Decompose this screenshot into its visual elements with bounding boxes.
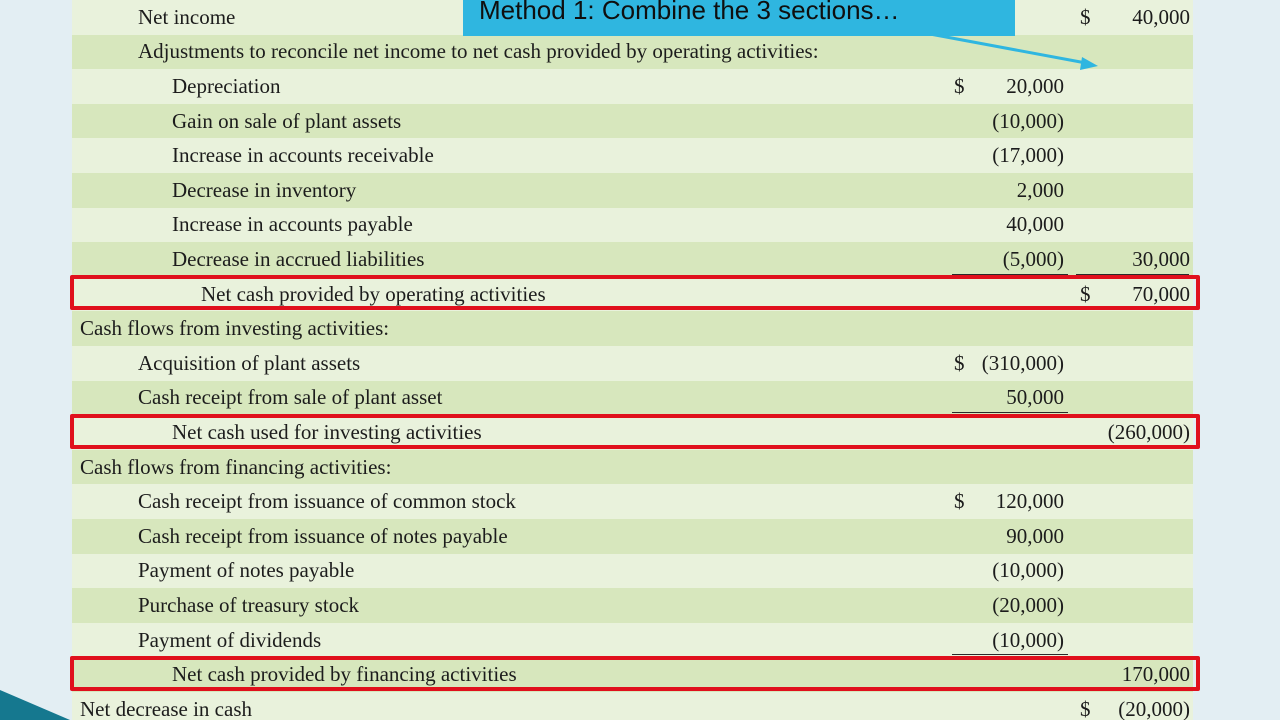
amount-col-1: $ 20,000 — [954, 73, 1064, 98]
amount-col-2 — [1072, 588, 1193, 623]
row-label: Net decrease in cash — [80, 696, 252, 720]
row-label: Net income — [138, 4, 236, 29]
amount-col-2 — [1072, 484, 1193, 519]
amount-col-2 — [1072, 208, 1193, 243]
row-label: Payment of notes payable — [138, 558, 355, 583]
amount-col-2 — [1072, 450, 1193, 485]
row-common-stock — [72, 484, 1193, 519]
amount-col-2: $ 40,000 — [1080, 4, 1190, 29]
amount-col-1: (10,000) — [992, 558, 1064, 583]
amount-col-2 — [1072, 69, 1193, 104]
row-label: Net cash used for investing activities — [172, 419, 482, 444]
amount-col-1: (20,000) — [992, 592, 1064, 617]
amount-col-2: 30,000 — [1072, 242, 1193, 277]
row-label: Gain on sale of plant assets — [172, 108, 402, 133]
cash-flow-statement — [72, 0, 1193, 720]
row-payment-notes-payable — [72, 554, 1193, 589]
row-label: Acquisition of plant assets — [138, 350, 361, 375]
amount-col-1: (5,000) — [948, 242, 1072, 277]
row-label: Increase in accounts receivable — [172, 143, 434, 168]
amount-col-1: (17,000) — [992, 143, 1064, 168]
amount-col-2: (260,000) — [1107, 419, 1190, 444]
row-accounts-payable — [72, 208, 1193, 243]
slide-corner-decoration — [0, 690, 70, 720]
amount-col-2 — [1072, 554, 1193, 589]
row-label: Decrease in accrued liabilities — [172, 246, 425, 271]
row-label: Purchase of treasury stock — [138, 592, 360, 617]
amount-col-2 — [1072, 311, 1193, 346]
row-financing-header — [72, 450, 1193, 485]
row-label: Cash receipt from issuance of notes payable — [138, 523, 508, 548]
amount-col-2 — [1072, 623, 1193, 658]
row-dividends — [72, 623, 1193, 658]
row-acquisition-plant-assets — [72, 346, 1193, 381]
row-gain-on-sale — [72, 104, 1193, 139]
row-label: Depreciation — [172, 73, 281, 98]
row-label: Increase in accounts payable — [172, 212, 413, 237]
row-label: Cash flows from investing activities: — [80, 316, 390, 341]
amount-col-2 — [1072, 173, 1193, 208]
row-label: Payment of dividends — [138, 627, 322, 652]
amount-col-1 — [948, 450, 1072, 485]
amount-col-1: (10,000) — [948, 623, 1072, 658]
row-sale-plant-asset — [72, 381, 1193, 416]
row-label: Cash receipt from sale of plant asset — [138, 385, 443, 410]
highlight-box-investing — [70, 414, 1200, 449]
row-net-decrease-cash — [72, 692, 1193, 720]
amount-col-1: 90,000 — [1006, 523, 1064, 548]
row-accrued-liabilities — [72, 242, 1193, 277]
callout-text: Method 1: Combine the 3 sections… — [479, 0, 900, 25]
row-label: Adjustments to reconcile net income to net cash provided by operating activities: — [138, 39, 819, 64]
row-label: Net cash provided by operating activities — [201, 281, 546, 306]
highlight-box-financing — [70, 656, 1200, 691]
amount-col-1: $ (310,000) — [954, 350, 1064, 375]
row-accounts-receivable — [72, 138, 1193, 173]
amount-col-2: 170,000 — [1072, 657, 1193, 692]
row-inventory — [72, 173, 1193, 208]
amount-col-1 — [948, 311, 1072, 346]
row-adjustments-header — [72, 35, 1193, 70]
amount-col-2 — [1072, 104, 1193, 139]
amount-col-2 — [1072, 519, 1193, 554]
row-treasury-stock — [72, 588, 1193, 623]
amount-col-1 — [948, 35, 1072, 70]
amount-col-2: $ 70,000 — [1080, 281, 1190, 306]
method-callout — [463, 0, 1015, 36]
row-depreciation — [72, 69, 1193, 104]
amount-col-1: 50,000 — [948, 381, 1072, 416]
amount-col-2 — [1072, 346, 1193, 381]
row-label: Net cash provided by financing activities — [172, 662, 517, 687]
amount-col-1: (10,000) — [992, 108, 1064, 133]
row-label: Cash flows from financing activities: — [80, 454, 392, 479]
amount-col-1 — [948, 692, 1072, 720]
amount-col-2 — [1072, 381, 1193, 416]
amount-col-1: 40,000 — [1006, 212, 1064, 237]
row-label: Cash receipt from issuance of common stock — [138, 489, 516, 514]
amount-col-1: $ 120,000 — [954, 489, 1064, 514]
row-label: Decrease in inventory — [172, 177, 357, 202]
row-notes-payable-issuance — [72, 519, 1193, 554]
amount-col-1: 2,000 — [1016, 177, 1064, 202]
row-investing-header — [72, 311, 1193, 346]
amount-col-2: $ (20,000) — [1080, 696, 1190, 720]
amount-col-2 — [1072, 35, 1193, 70]
amount-col-2 — [1072, 138, 1193, 173]
highlight-box-operating — [70, 275, 1200, 310]
